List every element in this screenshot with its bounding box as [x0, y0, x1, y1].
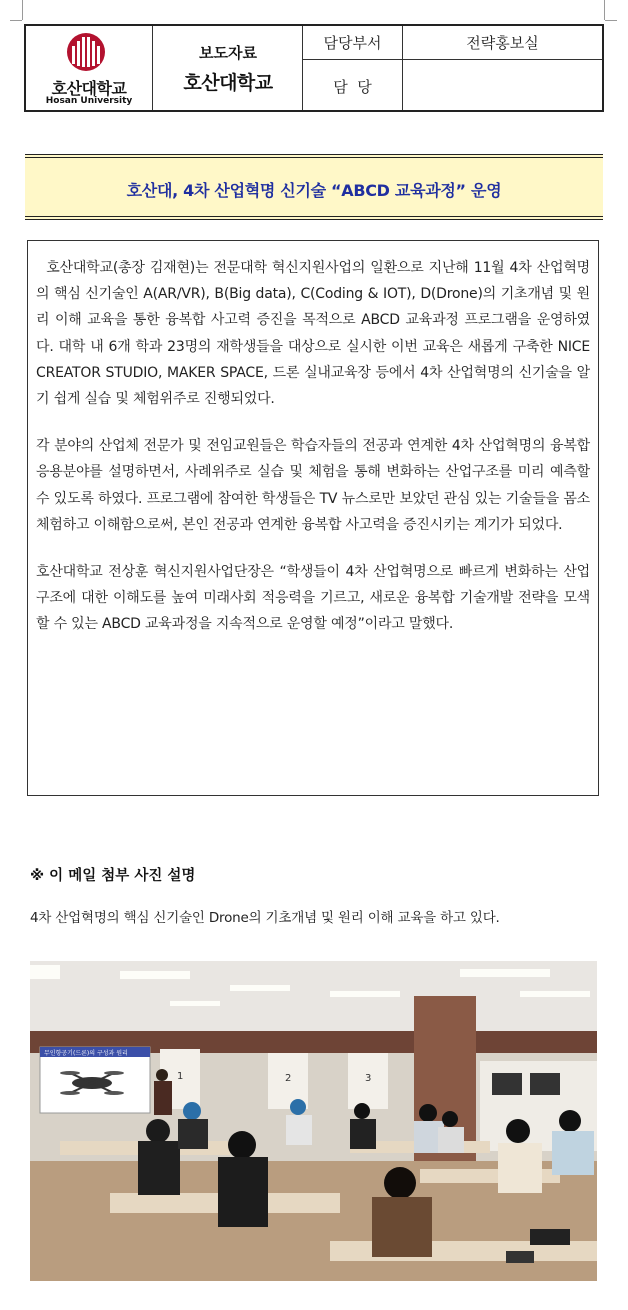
booth-number: 2: [285, 1073, 292, 1084]
university-emblem-icon: [66, 32, 106, 72]
headline-banner: [25, 154, 603, 220]
header-divider: [152, 26, 153, 110]
department-label: 담당부서: [323, 34, 382, 52]
logo-korean-name: 호산대학교: [51, 79, 127, 98]
logo-english-name: Hosan University: [45, 96, 133, 106]
page-corner-mark-left-h: [10, 20, 22, 21]
page-corner-mark-right: [604, 0, 605, 20]
university-logo: [26, 26, 152, 110]
body-paragraph: 각 분야의 산업체 전문가 및 전임교원들은 학습자들의 전공과 연계한 4차 산업혁명의 융복합 응용분야를 설명하면서, 사례위주로 실습 및 체험을 통해 변화하는 산업구조를 미리 예측할 수 있도록 하였다. 프로그램에 참여한 학생들은 TV 뉴스로만 보았던 관심 있는 기술들을 몸소 체험하고 이해함으로써, 본인 전공과 연계한 융복합 사고력을 증진시키는 계기가 되었다.: [36, 438, 590, 533]
booth-number: 1: [177, 1071, 184, 1082]
screen-title-text: 무인항공기(드론)의 구성과 원리: [44, 1050, 128, 1057]
header-row-divider: [302, 59, 602, 60]
headline: 호산대, 4차 산업혁명 신기술 “ABCD 교육과정” 운영: [126, 181, 502, 200]
photo-description-heading: ※ 이 메일 첨부 사진 설명: [30, 868, 196, 884]
department-value: 전략홍보실: [466, 34, 539, 52]
body-paragraph: 호산대학교 전상훈 혁신지원사업단장은 “학생들이 4차 산업혁명으로 빠르게 변화하는 산업구조에 대한 이해도를 높여 미래사회 적응력을 기르고, 새로운 융복합 기술개발 전략을 모색할 수 있는 ABCD 교육과정을 지속적으로 운영할 예정”이라고 말했다.: [36, 564, 590, 633]
person-in-charge-label: 담 당: [333, 78, 372, 96]
classroom-photo-illustration: [30, 961, 597, 1281]
press-header-table: [24, 24, 604, 112]
body-paragraph: 호산대학교(총장 김재현)는 전문대학 혁신지원사업의 일환으로 지난해 11월 4차 산업혁명의 핵심 신기술인 A(AR/VR), B(Big data), C(Coding & IOT), D(Drone)의 기초개념 및 원리 이해 교육을 통한 융복합 사고력 증진을 목적으로 ABCD 교육과정 프로그램을 운영하였다. 대학 내 6개 학과 23명의 재학생들을 대상으로 실시한 이번 교육은 새롭게 구축한 NICE CREATOR STUDIO, MAKER SPACE, 드론 실내교육장 등에서 4차 산업혁명의 신기술을 알기 쉽게 실습 및 체험위주로 진행되었다.: [36, 260, 595, 408]
photo-caption: 4차 산업혁명의 핵심 신기술인 Drone의 기초개념 및 원리 이해 교육을 하고 있다.: [30, 910, 500, 926]
university-name: 호산대학교: [183, 72, 273, 94]
press-release-label: 보도자료: [199, 44, 257, 62]
classroom-photo: [30, 961, 597, 1281]
press-body: [27, 240, 599, 796]
page-corner-mark-left: [22, 0, 23, 20]
page-corner-mark-right-h: [605, 20, 617, 21]
booth-number: 3: [365, 1073, 372, 1084]
